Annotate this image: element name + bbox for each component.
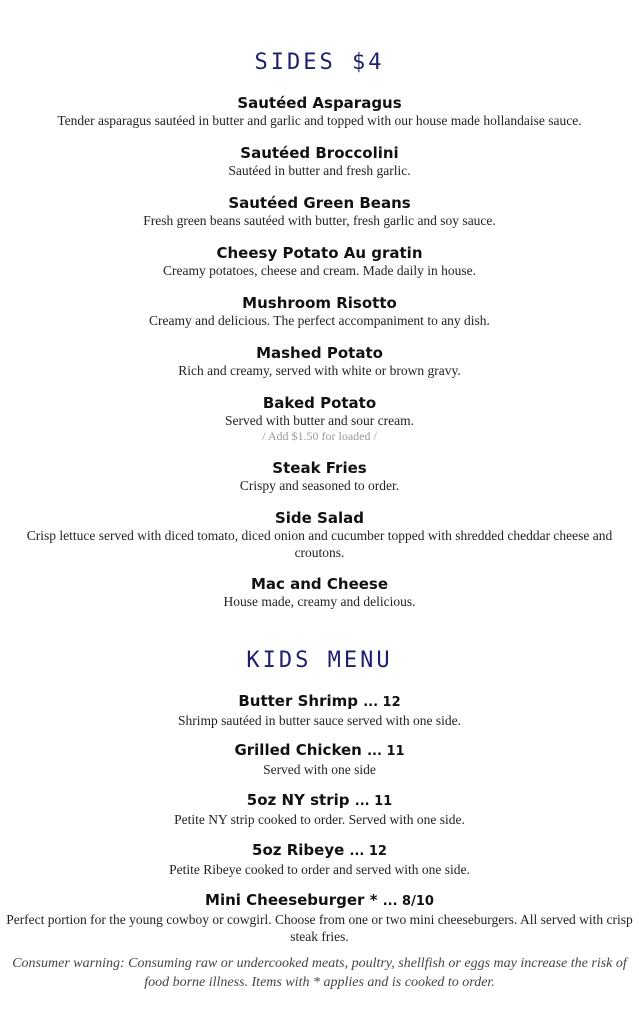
item-price: ... 12: [349, 844, 387, 859]
kids-item: [0, 841, 639, 878]
item-description: Served with butter and sour cream.: [225, 413, 414, 428]
side-item: [0, 459, 639, 494]
item-name-line: [0, 741, 639, 761]
sides-title: SIDES $4: [254, 50, 385, 75]
kids-item: [0, 692, 639, 729]
item-name-line: [0, 841, 639, 861]
item-description: Perfect portion for the young cowboy or cowgirl. Choose from one or two mini cheeseburgers. All served with crisp steak fries.: [6, 912, 633, 944]
item-description: Tender asparagus sautéed in butter and garlic and topped with our house made hollandaise sauce.: [57, 113, 582, 128]
item-description: Sautéed in butter and fresh garlic.: [228, 163, 411, 178]
side-item: [0, 575, 639, 610]
item-name: Cheesy Potato Au gratin: [216, 244, 423, 262]
kids-item: [0, 791, 639, 828]
item-name-line: [0, 791, 639, 811]
item-name: Baked Potato: [262, 394, 377, 412]
item-description: Rich and creamy, served with white or brown gravy.: [178, 363, 461, 378]
item-name: Sautéed Asparagus: [237, 94, 402, 112]
item-description: Served with one side: [263, 762, 376, 777]
consumer-warning: Consumer warning: Consuming raw or undercooked meats, poultry, shellfish or eggs may increase the risk of food borne illness. Items with * applies and is cooked to order.: [12, 956, 627, 990]
item-description: Crisp lettuce served with diced tomato, diced onion and cucumber topped with shredded cheddar cheese and croutons.: [26, 528, 613, 560]
side-item: [0, 394, 639, 443]
item-name: Sautéed Green Beans: [228, 194, 411, 212]
item-price: ... 12: [363, 695, 401, 710]
item-description: House made, creamy and delicious.: [223, 594, 416, 609]
item-name: Grilled Chicken: [234, 741, 362, 759]
kids-item: [0, 741, 639, 778]
item-name: 5oz NY strip: [246, 791, 350, 809]
item-name: 5oz Ribeye: [252, 841, 345, 859]
item-description: Shrimp sautéed in butter sauce served with one side.: [177, 713, 462, 728]
side-item: [0, 94, 639, 129]
item-name: Mini Cheeseburger *: [205, 891, 378, 909]
item-name: Side Salad: [274, 509, 364, 527]
item-name-line: [0, 891, 639, 911]
item-name: Mac and Cheese: [250, 575, 389, 593]
item-price: ... 8/10: [382, 894, 434, 909]
item-name: Butter Shrimp: [238, 692, 358, 710]
item-name-line: [0, 692, 639, 712]
item-description: Fresh green beans sautéed with butter, fresh garlic and soy sauce.: [143, 213, 496, 228]
item-description: Creamy and delicious. The perfect accompaniment to any dish.: [149, 313, 490, 328]
item-description: Creamy potatoes, cheese and cream. Made daily in house.: [162, 263, 476, 278]
kids-item: [0, 891, 639, 945]
item-description: Petite Ribeye cooked to order and served with one side.: [169, 862, 470, 877]
item-description: Crispy and seasoned to order.: [239, 478, 400, 493]
side-item: [0, 244, 639, 279]
item-name: Mashed Potato: [256, 344, 383, 362]
item-price: ... 11: [354, 794, 393, 809]
item-price: ... 11: [367, 744, 405, 759]
side-item: [0, 144, 639, 179]
side-item: [0, 344, 639, 379]
side-item: [0, 294, 639, 329]
item-name: Mushroom Risotto: [242, 294, 397, 312]
side-item: [0, 509, 639, 561]
kids-menu-title: KIDS MENU: [246, 648, 393, 673]
item-description: Petite NY strip cooked to order. Served with one side.: [174, 812, 465, 827]
item-note: / Add $1.50 for loaded /: [262, 429, 377, 443]
item-name: Steak Fries: [272, 459, 367, 477]
item-name: Sautéed Broccolini: [240, 144, 399, 162]
side-item: [0, 194, 639, 229]
